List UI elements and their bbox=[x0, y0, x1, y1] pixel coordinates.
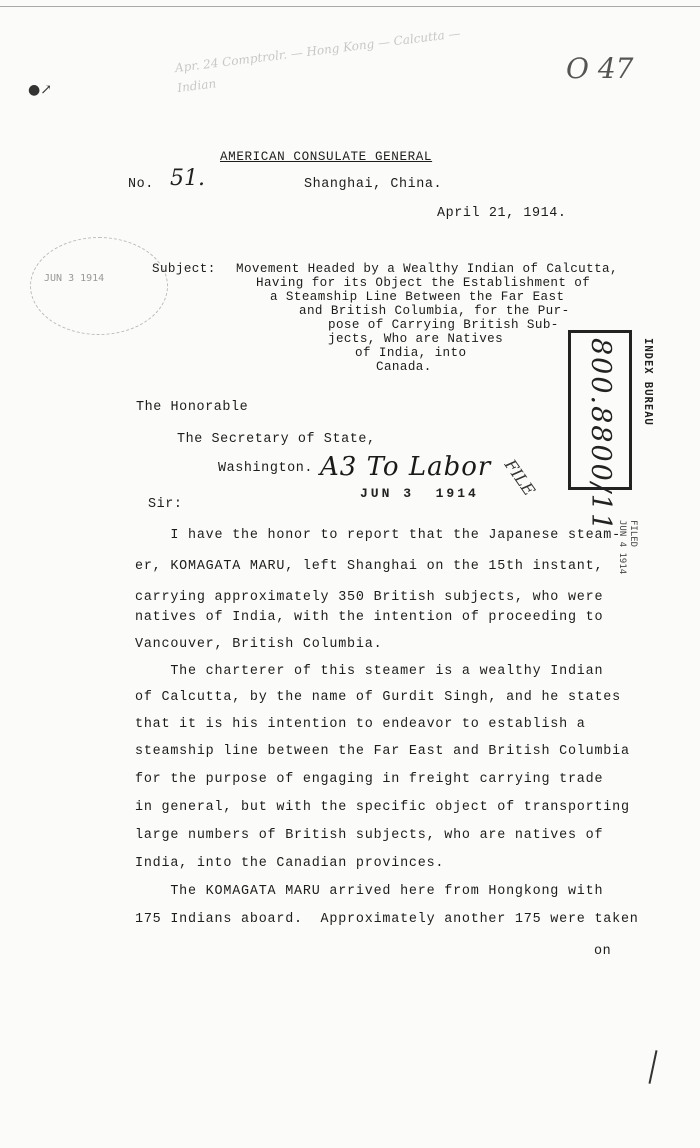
address-line-3: Washington. bbox=[218, 461, 313, 476]
body-line-6: The charterer of this steamer is a wealthy Indian bbox=[135, 664, 604, 679]
subject-line-8: Canada. bbox=[376, 360, 432, 374]
body-line-12: large numbers of British subjects, who are natives of bbox=[135, 828, 604, 843]
subject-line-7: of India, into bbox=[355, 346, 467, 360]
address-line-1: The Honorable bbox=[136, 400, 249, 415]
subject-label: Subject: bbox=[152, 262, 216, 276]
subject-line-1: Movement Headed by a Wealthy Indian of Calcutta, bbox=[236, 262, 618, 276]
pencil-mark-left: ●↗ bbox=[28, 82, 52, 98]
scan-edge-top bbox=[0, 6, 700, 7]
body-line-5: Vancouver, British Columbia. bbox=[135, 637, 383, 652]
body-line-7: of Calcutta, by the name of Gurdit Singh, and he states bbox=[135, 690, 621, 705]
subject-line-2: Having for its Object the Establishment of bbox=[256, 276, 591, 290]
receipt-date-stamp: JUN 3 1914 bbox=[360, 486, 479, 501]
margin-scribble: FILE bbox=[500, 455, 540, 500]
body-line-11: in general, but with the specific object of transporting bbox=[135, 800, 630, 815]
left-stamp-text: JUN 3 1914 bbox=[44, 273, 105, 284]
dispatch-number-label: No. bbox=[128, 177, 154, 192]
body-line-4: natives of India, with the intention of proceeding to bbox=[135, 610, 604, 625]
subject-line-4: and British Columbia, for the Pur- bbox=[299, 304, 570, 318]
body-line-13: India, into the Canadian provinces. bbox=[135, 856, 445, 871]
body-line-9: steamship line between the Far East and British Columbia bbox=[135, 744, 630, 759]
body-line-10: for the purpose of engaging in freight carrying trade bbox=[135, 772, 604, 787]
place-line: Shanghai, China. bbox=[304, 177, 443, 192]
body-line-1: I have the honor to report that the Japanese steam- bbox=[135, 528, 621, 543]
bottom-right-mark bbox=[648, 1050, 657, 1084]
subject-line-3: a Steamship Line Between the Far East bbox=[270, 290, 565, 304]
dispatch-number-handwritten: 51. bbox=[170, 166, 205, 191]
salutation: Sir: bbox=[148, 497, 183, 512]
body-line-14: The KOMAGATA MARU arrived here from Hongkong with bbox=[135, 884, 604, 899]
pencil-note-top-right: O 47 bbox=[566, 52, 634, 85]
body-line-3: carrying approximately 350 British subjects, who were bbox=[135, 590, 604, 605]
body-line-2: er, KOMAGATA MARU, left Shanghai on the 15th instant, bbox=[135, 559, 604, 574]
date-line: April 21, 1914. bbox=[437, 206, 567, 221]
pencil-marginalia-top: Apr. 24 Comptrolr. — Hong Kong — Calcutta — Indian bbox=[174, 26, 462, 95]
referral-handwritten: A3 To Labor bbox=[320, 452, 492, 482]
body-line-15: 175 Indians aboard. Approximately another 175 were taken bbox=[135, 912, 639, 927]
filed-stamp: FILED JUN 4 1914 bbox=[617, 520, 638, 575]
subject-line-6: jects, Who are Natives bbox=[328, 332, 504, 346]
address-line-2: The Secretary of State, bbox=[177, 432, 376, 447]
body-line-8: that it is his intention to endeavor to establish a bbox=[135, 717, 586, 732]
index-bureau-label: INDEX BUREAU bbox=[642, 338, 654, 426]
continuation-word: on bbox=[594, 944, 612, 959]
index-file-number: 800.8800/11 bbox=[585, 338, 616, 533]
subject-line-5: pose of Carrying British Sub- bbox=[328, 318, 559, 332]
consulate-title: AMERICAN CONSULATE GENERAL bbox=[220, 150, 433, 164]
